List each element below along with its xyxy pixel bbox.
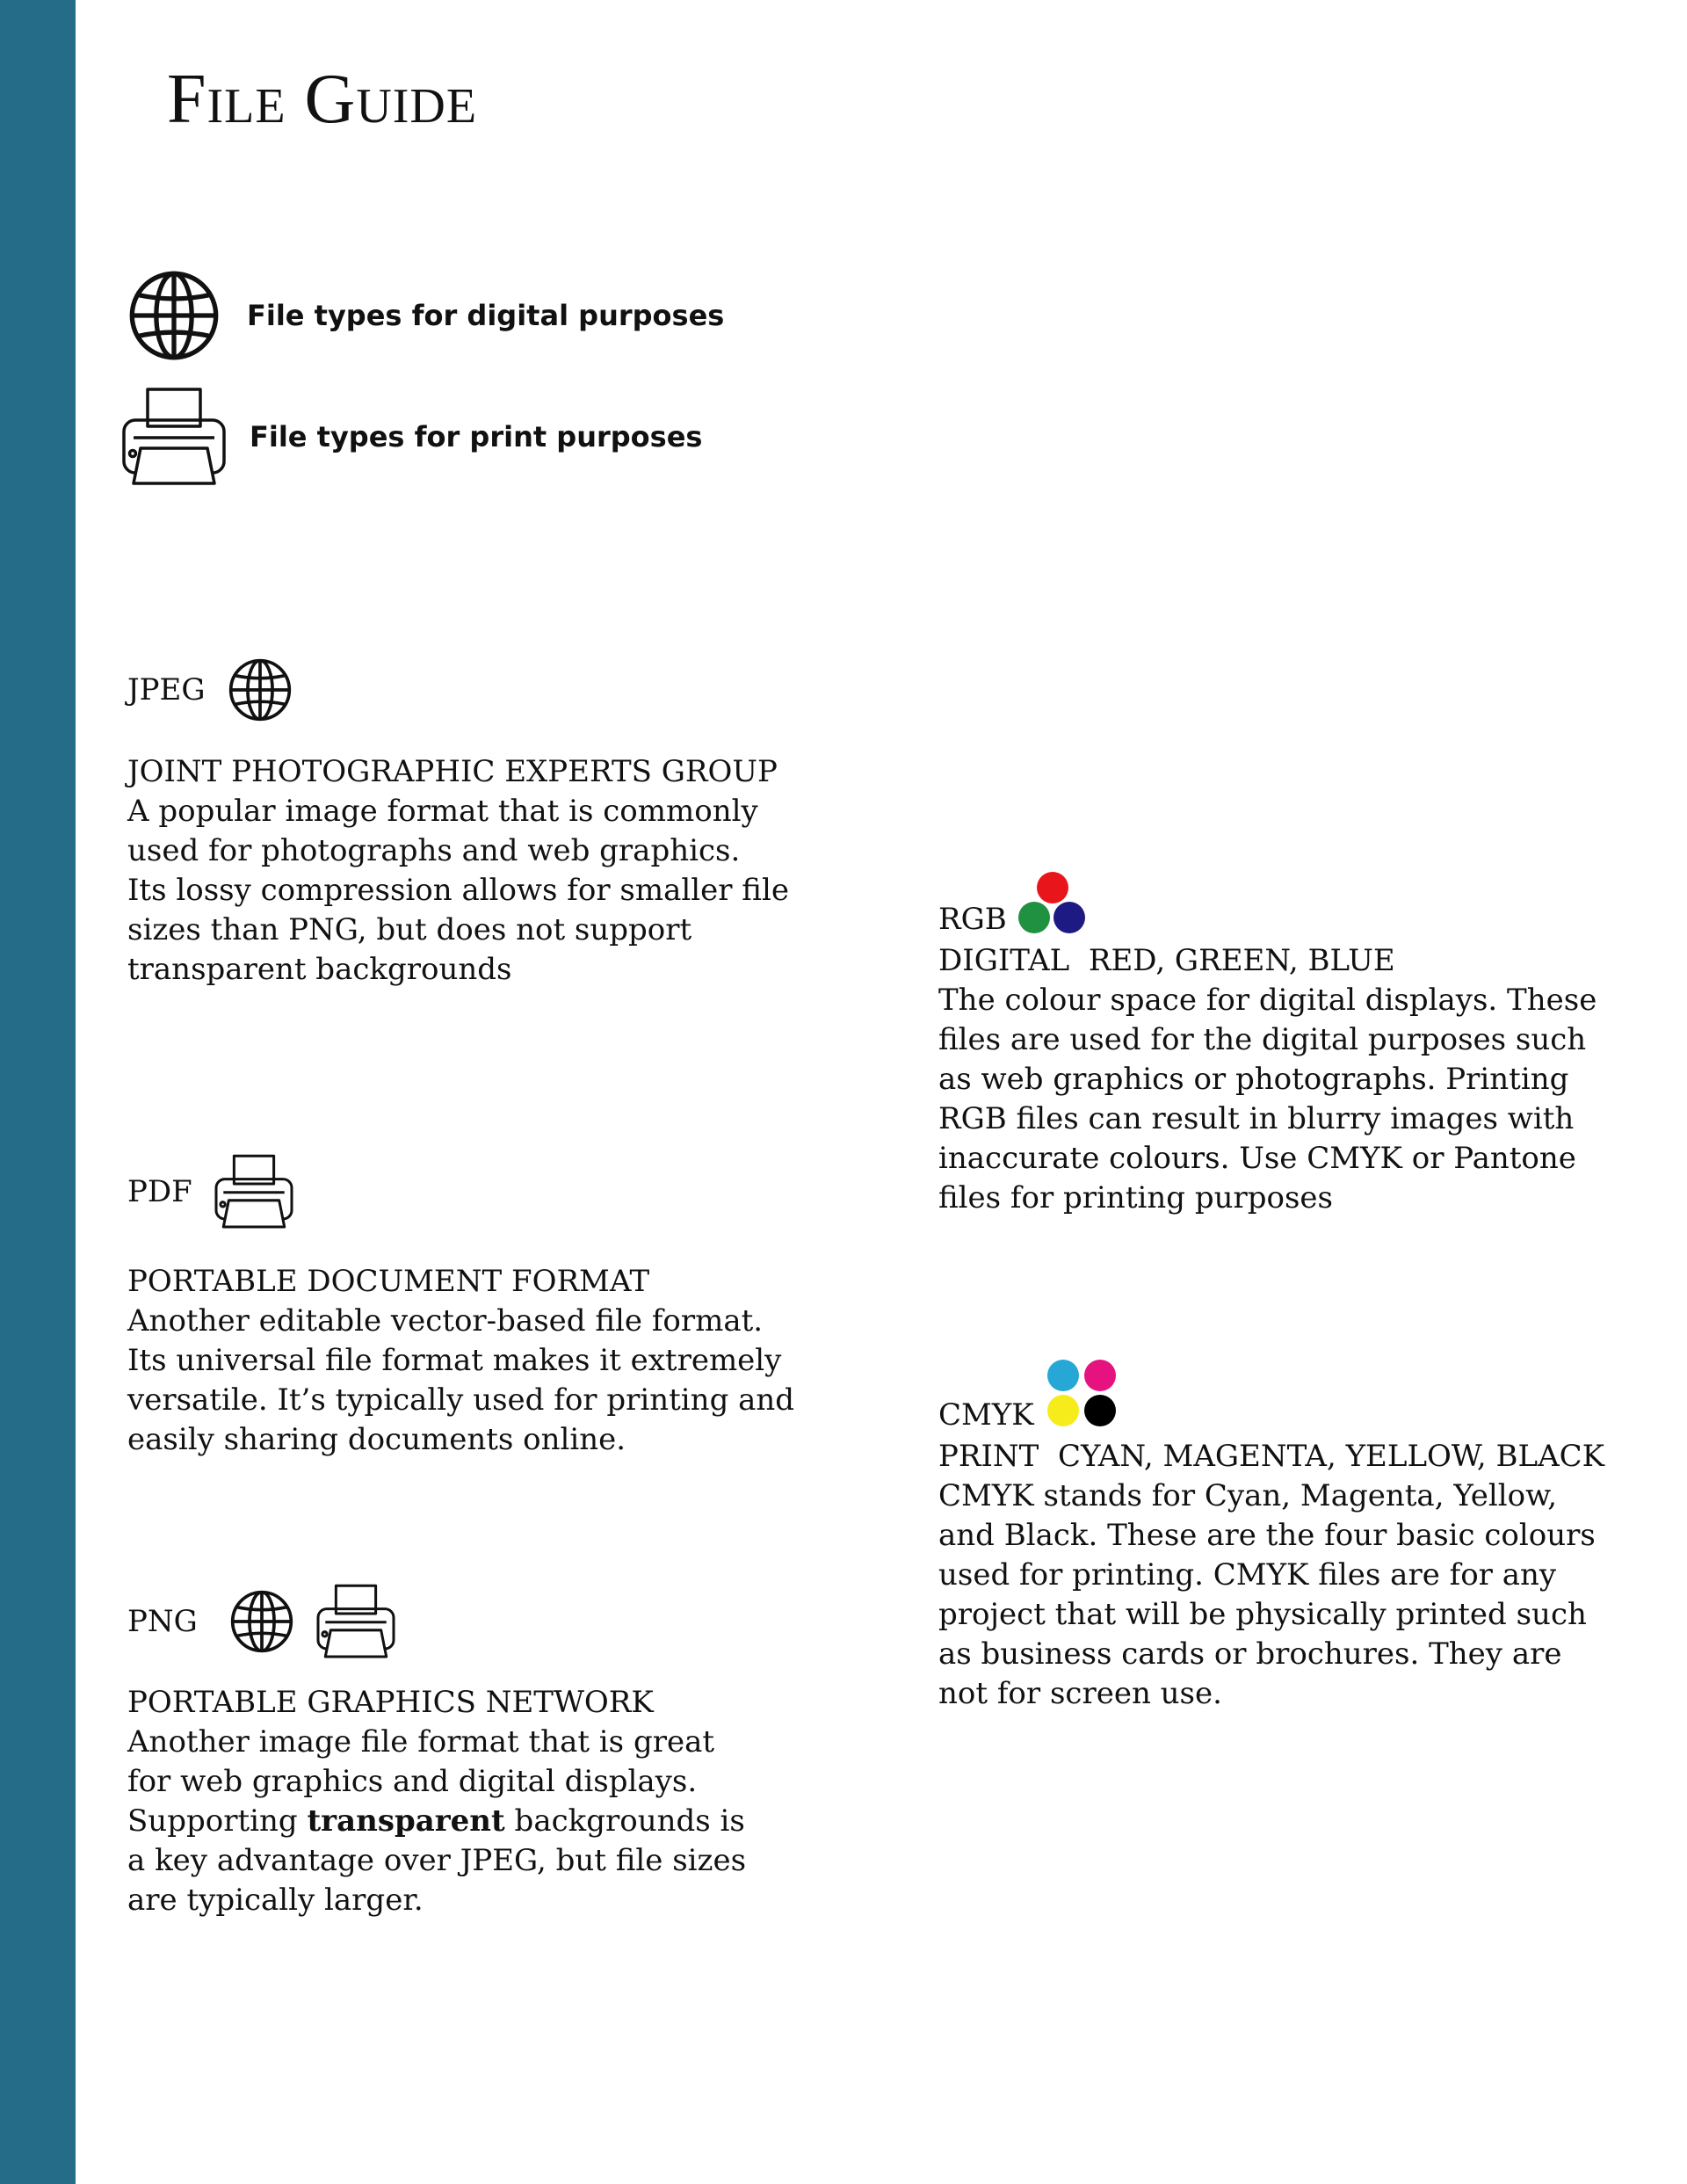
png-line: for web graphics and digital displays. — [127, 1764, 698, 1799]
globe-icon — [127, 269, 221, 362]
cmyk-cyan-dot — [1047, 1360, 1079, 1391]
pdf-description — [127, 1262, 794, 1460]
pdf-line: versatile. It’s typically used for printing and — [127, 1382, 795, 1418]
printer-icon — [121, 387, 227, 487]
png-line: are typically larger. — [127, 1883, 424, 1918]
png-description — [127, 1683, 746, 1920]
rgb-green-dot — [1018, 902, 1050, 933]
cmyk-line: not for screen use. — [938, 1676, 1222, 1711]
rgb-description — [938, 941, 1596, 1218]
legend-print — [121, 387, 702, 487]
jpeg-line: transparent backgrounds — [127, 952, 512, 987]
jpeg-heading — [127, 657, 293, 722]
rgb-line: as web graphics or photographs. Printing — [938, 1062, 1569, 1097]
globe-icon — [228, 657, 293, 722]
png-code: PNG — [127, 1604, 198, 1639]
rgb-full-name: DIGITAL RED, GREEN, BLUE — [938, 943, 1395, 978]
rgb-line: The colour space for digital displays. These — [938, 983, 1597, 1018]
cmyk-magenta-dot — [1084, 1360, 1116, 1391]
legend-print-label: File types for print purposes — [250, 420, 703, 453]
png-full-name: PORTABLE GRAPHICS NETWORK — [127, 1685, 654, 1720]
pdf-line: Its universal file format makes it extremely — [127, 1343, 782, 1378]
png-line: Another image file format that is great — [127, 1724, 715, 1760]
jpeg-line: Its lossy compression allows for smaller file — [127, 873, 789, 908]
pdf-line: Another editable vector-based file format. — [127, 1303, 764, 1339]
globe-icon — [229, 1589, 294, 1654]
jpeg-code: JPEG — [127, 672, 206, 707]
png-bold-word: transparent — [307, 1803, 505, 1839]
png-line — [127, 1802, 746, 1841]
rgb-line: inaccurate colours. Use CMYK or Pantone — [938, 1141, 1576, 1176]
jpeg-full-name: JOINT PHOTOGRAPHIC EXPERTS GROUP — [127, 754, 778, 789]
cmyk-line: CMYK stands for Cyan, Magenta, Yellow, — [938, 1478, 1558, 1513]
png-heading — [127, 1584, 396, 1659]
legend-digital-label: File types for digital purposes — [247, 299, 725, 332]
jpeg-line: A popular image format that is commonly — [127, 794, 758, 829]
side-color-bar — [0, 0, 76, 2184]
printer-icon — [315, 1584, 396, 1659]
png-line-text: Supporting — [127, 1803, 308, 1839]
rgb-line: files are used for the digital purposes such — [938, 1022, 1587, 1057]
printer-icon — [214, 1154, 294, 1230]
pdf-code: PDF — [127, 1174, 192, 1209]
pdf-full-name: PORTABLE DOCUMENT FORMAT — [127, 1264, 650, 1299]
rgb-line: RGB files can result in blurry images with — [938, 1101, 1575, 1136]
rgb-code: RGB — [938, 902, 1007, 937]
rgb-red-dot — [1037, 872, 1068, 903]
pdf-heading — [127, 1154, 294, 1230]
jpeg-line: sizes than PNG, but does not support — [127, 912, 692, 947]
cmyk-code: CMYK — [938, 1397, 1034, 1433]
cmyk-full-name: PRINT CYAN, MAGENTA, YELLOW, BLACK — [938, 1439, 1605, 1474]
jpeg-description — [127, 752, 789, 990]
png-line-text: backgrounds is — [504, 1803, 745, 1839]
cmyk-line: used for printing. CMYK files are for any — [938, 1557, 1557, 1593]
rgb-color-dots — [1016, 872, 1086, 935]
cmyk-line: and Black. These are the four basic colours — [938, 1518, 1596, 1553]
rgb-blue-dot — [1053, 902, 1085, 933]
jpeg-line: used for photographs and web graphics. — [127, 833, 741, 868]
cmyk-yellow-dot — [1047, 1395, 1079, 1426]
page-title: File Guide — [167, 61, 478, 138]
pdf-line: easily sharing documents online. — [127, 1422, 626, 1457]
cmyk-line: project that will be physically printed such — [938, 1597, 1587, 1632]
png-line: a key advantage over JPEG, but file sizes — [127, 1843, 747, 1878]
cmyk-description — [938, 1437, 1604, 1714]
cmyk-line: as business cards or brochures. They are — [938, 1636, 1562, 1672]
legend-digital — [127, 269, 724, 362]
cmyk-black-dot — [1084, 1395, 1116, 1426]
cmyk-color-dots — [1046, 1360, 1119, 1430]
rgb-line: files for printing purposes — [938, 1180, 1334, 1215]
